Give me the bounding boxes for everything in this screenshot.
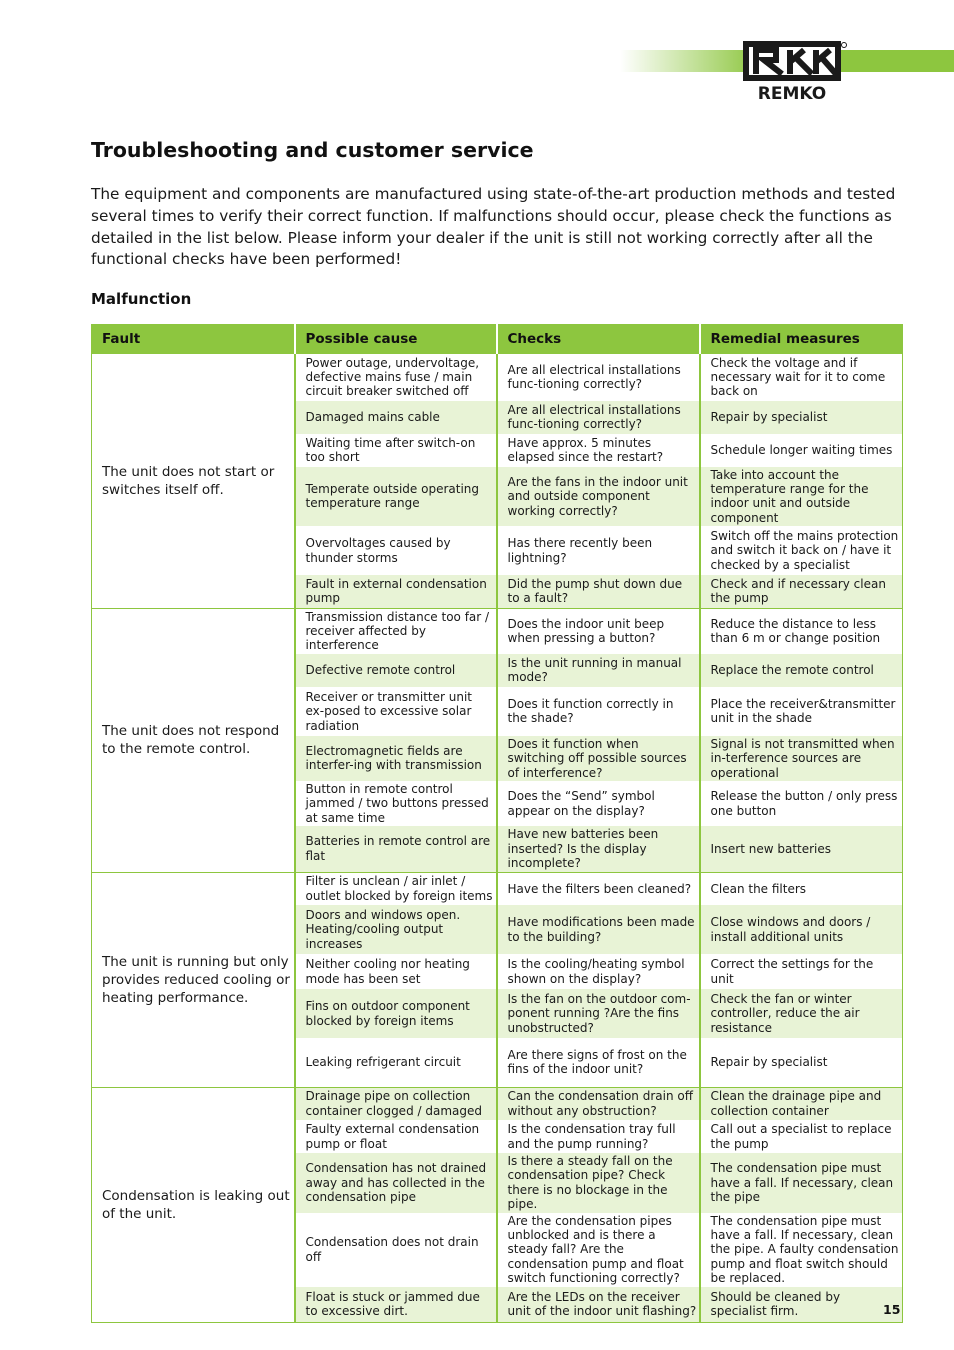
header-possible-cause: Possible cause (295, 325, 497, 354)
cause-cell: Condensation does not drain off (295, 1213, 497, 1287)
header-remedial-measures: Remedial measures (700, 325, 903, 354)
section-heading: Malfunction (91, 290, 192, 308)
check-cell: Is the cooling/heating symbol shown on the display? (497, 954, 700, 989)
fault-cell: The unit does not start or switches itself off. (92, 354, 295, 609)
remedy-cell: Correct the settings for the unit (700, 954, 903, 989)
cause-cell: Overvoltages caused by thunder storms (295, 526, 497, 575)
remedy-cell: Check and if necessary clean the pump (700, 575, 903, 608)
check-cell: Does it function when switching off possible sources of interference? (497, 736, 700, 781)
table-row (92, 354, 903, 401)
logo-wordmark: REMKO (757, 84, 827, 102)
remedy-cell: Signal is not transmitted when in-terference sources are operational (700, 736, 903, 781)
page-title: Troubleshooting and customer service (91, 138, 534, 162)
header-checks: Checks (497, 325, 700, 354)
remko-logo (742, 40, 848, 102)
remedy-cell: Check the fan or winter controller, reduce the air resistance (700, 989, 903, 1038)
remedy-cell: Clean the drainage pipe and collection container (700, 1087, 903, 1120)
remedy-cell: Take into account the temperature range for the indoor unit and outside component (700, 467, 903, 527)
cause-cell: Power outage, undervoltage, defective mains fuse / main circuit breaker switched off (295, 354, 497, 401)
remedy-cell: Reduce the distance to less than 6 m or change position (700, 608, 903, 654)
table-row (92, 872, 903, 905)
page-number: 15 (883, 1302, 901, 1317)
cause-cell: Filter is unclean / air inlet / outlet blocked by foreign items (295, 872, 497, 905)
remedy-cell: Switch off the mains protection and switch it back on / have it checked by a specialist (700, 526, 903, 575)
fault-cell: The unit is running but only provides reduced cooling or heating performance. (92, 872, 295, 1087)
cause-cell: Faulty external condensation pump or float (295, 1120, 497, 1153)
cause-cell: Fins on outdoor component blocked by foreign items (295, 989, 497, 1038)
cause-cell: Condensation has not drained away and has collected in the condensation pipe (295, 1153, 497, 1213)
check-cell: Is the unit running in manual mode? (497, 654, 700, 687)
remedy-cell: Insert new batteries (700, 826, 903, 872)
cause-cell: Receiver or transmitter unit ex-posed to excessive solar radiation (295, 687, 497, 736)
fault-cell: The unit does not respond to the remote control. (92, 608, 295, 872)
cause-cell: Fault in external condensation pump (295, 575, 497, 608)
remedy-cell: Replace the remote control (700, 654, 903, 687)
remedy-cell: Close windows and doors / install additional units (700, 905, 903, 954)
check-cell: Have the filters been cleaned? (497, 872, 700, 905)
cause-cell: Button in remote control jammed / two buttons pressed at same time (295, 781, 497, 826)
cause-cell: Temperate outside operating temperature range (295, 467, 497, 527)
check-cell: Are there signs of frost on the fins of the indoor unit? (497, 1038, 700, 1087)
check-cell: Is the fan on the outdoor com-ponent running ?Are the fins unobstructed? (497, 989, 700, 1038)
remedy-cell: The condensation pipe must have a fall. If necessary, clean the pipe (700, 1153, 903, 1213)
cause-cell: Batteries in remote control are flat (295, 826, 497, 872)
remedy-cell: Check the voltage and if necessary wait for it to come back on (700, 354, 903, 401)
check-cell: Have approx. 5 minutes elapsed since the restart? (497, 434, 700, 467)
header-green-bar (620, 50, 760, 72)
check-cell: Does the indoor unit beep when pressing a button? (497, 608, 700, 654)
check-cell: Are the fans in the indoor unit and outside component working correctly? (497, 467, 700, 527)
remedy-cell: Clean the filters (700, 872, 903, 905)
table-row (92, 608, 903, 654)
header-green-bar-right (830, 50, 954, 72)
table-row (92, 1087, 903, 1120)
cause-cell: Electromagnetic fields are interfer-ing with transmission (295, 736, 497, 781)
cause-cell: Defective remote control (295, 654, 497, 687)
remedy-cell: Call out a specialist to replace the pump (700, 1120, 903, 1153)
cause-cell: Transmission distance too far / receiver affected by interference (295, 608, 497, 654)
remedy-cell: The condensation pipe must have a fall. If necessary, clean the pipe. A faulty condensation pump and float switch should be replaced. (700, 1213, 903, 1287)
check-cell: Does the “Send” symbol appear on the display? (497, 781, 700, 826)
intro-paragraph: The equipment and components are manufactured using state-of-the-art production methods and tested several times to verify their correct function. If malfunctions should occur, please check the functions as detailed in the list below. Please inform your dealer if the unit is still not working correctly after all the functional checks have been performed! (91, 185, 896, 269)
fault-cell: Condensation is leaking out of the unit. (92, 1087, 295, 1323)
check-cell: Have new batteries been inserted? Is the display incomplete? (497, 826, 700, 872)
check-cell: Is the condensation tray full and the pump running? (497, 1120, 700, 1153)
remedy-cell: Place the receiver&transmitter unit in the shade (700, 687, 903, 736)
remedy-cell: Release the button / only press one button (700, 781, 903, 826)
check-cell: Does it function correctly in the shade? (497, 687, 700, 736)
remedy-cell: Repair by specialist (700, 1038, 903, 1087)
cause-cell: Drainage pipe on collection container clogged / damaged (295, 1087, 497, 1120)
remedy-cell: Schedule longer waiting times (700, 434, 903, 467)
remedy-cell: Should be cleaned by specialist firm. (700, 1287, 903, 1323)
header-fault: Fault (92, 325, 295, 354)
malfunction-table (91, 324, 903, 1323)
cause-cell: Float is stuck or jammed due to excessive dirt. (295, 1287, 497, 1323)
check-cell: Has there recently been lightning? (497, 526, 700, 575)
check-cell: Are the condensation pipes unblocked and is there a steady fall? Are the condensation pump and float switch functioning correctly? (497, 1213, 700, 1287)
check-cell: Are the LEDs on the receiver unit of the indoor unit flashing? (497, 1287, 700, 1323)
cause-cell: Neither cooling nor heating mode has been set (295, 954, 497, 989)
cause-cell: Damaged mains cable (295, 401, 497, 434)
cause-cell: Leaking refrigerant circuit (295, 1038, 497, 1087)
table-header-row (92, 325, 903, 354)
check-cell: Can the condensation drain off without any obstruction? (497, 1087, 700, 1120)
check-cell: Are all electrical installations func-tioning correctly? (497, 354, 700, 401)
check-cell: Is there a steady fall on the condensation pipe? Check there is no blockage in the pipe. (497, 1153, 700, 1213)
cause-cell: Waiting time after switch-on too short (295, 434, 497, 467)
cause-cell: Doors and windows open. Heating/cooling output increases (295, 905, 497, 954)
check-cell: Are all electrical installations func-tioning correctly? (497, 401, 700, 434)
check-cell: Did the pump shut down due to a fault? (497, 575, 700, 608)
check-cell: Have modifications been made to the building? (497, 905, 700, 954)
remedy-cell: Repair by specialist (700, 401, 903, 434)
